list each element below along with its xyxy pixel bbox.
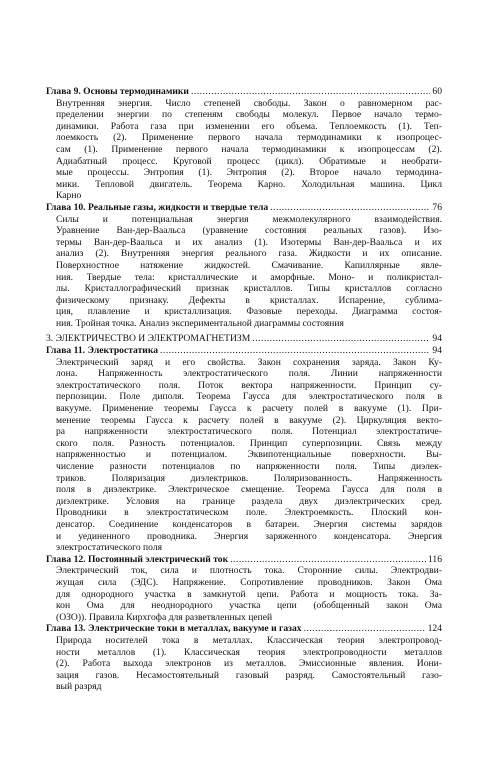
chapter-title: Глава 11. Электростатика xyxy=(46,345,159,357)
topic-line: ского поля. Разность потенциалов. Принцип суперпозиции. Связь между xyxy=(56,437,442,449)
topic-line: Проводники в электростатическом поле. Электроемкость. Плоский кон- xyxy=(56,507,442,519)
topic-line: менение теоремы Гаусса к расчету полей в вакууме (2). Циркуляция векто- xyxy=(56,414,442,426)
topic-line: Карно xyxy=(56,190,82,202)
toc-heading-line xyxy=(46,86,442,98)
topic-line: для однородного участка в замкнутой цепи. Работа и мощность тока. За- xyxy=(56,588,442,600)
chapter-title: Глава 12. Постоянный электрический ток xyxy=(46,553,229,565)
topic-line: анализ (2). Внутренняя энергия реального газа. Жидкости и их описание. xyxy=(56,248,442,260)
page-number: 60 xyxy=(432,86,442,97)
topic-line: ности металлов (1). Классическая теория электропроводности металлов xyxy=(56,646,442,658)
topic-line: электростатического поля xyxy=(56,542,163,554)
dot-leader xyxy=(230,554,426,566)
chapter-topics xyxy=(46,357,442,554)
topic-line: Уравнение Ван-дер-Ваальса (уравнение состояния реальных газов). Изо- xyxy=(56,225,442,237)
topic-line: Внутренняя энергия. Число степеней свободы. Закон о равномерном рас- xyxy=(56,97,442,109)
topic-line: кон Ома для неоднородного участка цепи (обобщенный закон Ома xyxy=(56,600,442,612)
topic-line: перпозиции. Поле диполя. Теорема Гаусса для электростатического поля в xyxy=(56,391,442,403)
toc-section xyxy=(46,333,442,345)
toc-chapter xyxy=(46,86,442,202)
page-number: 124 xyxy=(427,623,442,635)
topic-line: ра напряженности электростатического поля. Потенциал электростатиче- xyxy=(56,426,442,438)
page-number: 94 xyxy=(432,333,442,345)
topic-line: физическому признаку. Дефекты в кристаллах. Испарение, сублима- xyxy=(56,294,442,306)
chapter-topics xyxy=(46,214,442,330)
toc-heading-line xyxy=(46,345,442,357)
dot-leader xyxy=(252,333,430,345)
toc-chapter xyxy=(46,623,442,693)
toc-heading-line xyxy=(46,623,442,635)
chapter-topics xyxy=(46,98,442,202)
topic-line: Электрический заряд и его свойства. Закон сохранения заряда. Закон Ку- xyxy=(56,356,442,368)
page-number: 116 xyxy=(427,553,442,565)
topic-line: термы Ван-дер-Ваальса и их анализ (1). Изотермы Ван-дер-Ваальса и их xyxy=(56,236,442,248)
dot-leader xyxy=(270,202,430,214)
topic-line: напряженностью и потенциалом. Эквипотенциальные поверхности. Вы- xyxy=(56,449,442,461)
section-title: 3. ЭЛЕКТРИЧЕСТВО И ЭЛЕКТРОМАГНЕТИЗМ xyxy=(46,333,251,345)
dot-leader xyxy=(160,345,430,357)
topic-line: ция, плавление и кристаллизация. Фазовые переходы. Диаграмма состоя- xyxy=(56,306,442,318)
topic-line: мики. Тепловой двигатель. Теорема Карно. Холодильная машина. Цикл xyxy=(56,178,442,190)
dot-leader xyxy=(304,623,426,635)
chapter-title: Глава 13. Электрические токи в металлах, вакууме и газах xyxy=(46,623,302,635)
topic-line: ния. Твердые тела: кристаллические и аморфные. Моно- и поликристал- xyxy=(56,271,442,283)
topic-line: сам (1). Применение первого начала термодинамики к изопроцессам (2). xyxy=(56,143,442,155)
topic-line: числение разности потенциалов по напряженности поля. Типы диэлек- xyxy=(56,461,442,472)
page-number: 76 xyxy=(432,201,442,213)
topic-line: лы. Кристаллографический признак кристаллов. Типы кристаллов согласно xyxy=(56,283,442,295)
topic-line: (ОЗО)). Правила Кирхгофа для разветвленных цепей xyxy=(56,611,273,623)
topic-line: динамики. Работа газа при изменении его объема. Теплоемкость (1). Теп- xyxy=(56,120,442,132)
toc-heading-line xyxy=(46,202,442,214)
dot-leader xyxy=(191,86,430,98)
topic-line: Природа носителей тока в металлах. Классическая теория электропровод- xyxy=(56,634,442,646)
topic-line: жущая сила (ЭДС). Напряжение. Сопротивление проводников. Закон Ома xyxy=(56,576,442,588)
topic-line: ния. Тройная точка. Анализ экспериментальной диаграммы состояния xyxy=(56,317,344,329)
page-number: 94 xyxy=(432,345,442,357)
topic-line: лоемкость (2). Применение первого начала термодинамики к изопроцес- xyxy=(56,132,442,144)
chapter-title: Глава 9. Основы термодинамики xyxy=(46,86,189,97)
toc-heading-line xyxy=(46,554,442,566)
topic-line: диэлектрике. Условия на границе раздела двух диэлектрических сред. xyxy=(56,495,442,507)
topic-line: Поверхностное натяжение жидкостей. Смачивание. Капиллярные явле- xyxy=(56,259,442,271)
toc-heading-line xyxy=(46,333,442,345)
topic-line: Адиабатный процесс. Круговой процесс (цикл). Обратимые и необрати- xyxy=(56,155,442,167)
topic-line: вый разряд xyxy=(56,681,102,693)
topic-line: триков. Поляризация диэлектриков. Поляризованность. Напряженность xyxy=(56,472,442,484)
topic-line: и уединенного проводника. Энергия заряженного конденсатора. Энергия xyxy=(56,530,442,542)
toc-chapter xyxy=(46,554,442,624)
topic-line: поля в диэлектрике. Электрическое смещение. Теорема Гаусса для поля в xyxy=(56,484,442,496)
topic-line: зация газов. Несамостоятельный газовый разряд. Самостоятельный газо- xyxy=(56,669,442,681)
topic-line: Силы и потенциальная энергия межмолекулярного взаимодействия. xyxy=(56,213,442,225)
topic-line: денсатор. Соединение конденсаторов в батареи. Энергия системы зарядов xyxy=(56,518,442,530)
topic-line: пределении энергии по степеням свободы молекул. Первое начало термо- xyxy=(56,109,442,121)
topic-line: вакууме. Применение теоремы Гаусса к расчету полей в вакууме (1). При- xyxy=(56,403,442,415)
topic-line: электростатического поля. Поток вектора напряженности. Принцип су- xyxy=(56,379,442,391)
topic-line: Электрический ток, сила и плотность тока. Сторонние силы. Электродви- xyxy=(56,565,442,577)
toc-chapter xyxy=(46,202,442,330)
chapter-topics xyxy=(46,635,442,693)
chapter-title: Глава 10. Реальные газы, жидкости и твердые тела xyxy=(46,201,269,213)
topic-line: (2). Работа выхода электронов из металлов. Эмиссионные явления. Иони- xyxy=(56,658,442,670)
chapter-topics xyxy=(46,565,442,623)
toc-chapter xyxy=(46,345,442,554)
topic-line: лона. Напряженность электростатического поля. Линии напряженности xyxy=(56,368,442,380)
topic-line: мые процессы. Энтропия (1). Энтропия (2). Второе начало термодина- xyxy=(56,167,442,179)
